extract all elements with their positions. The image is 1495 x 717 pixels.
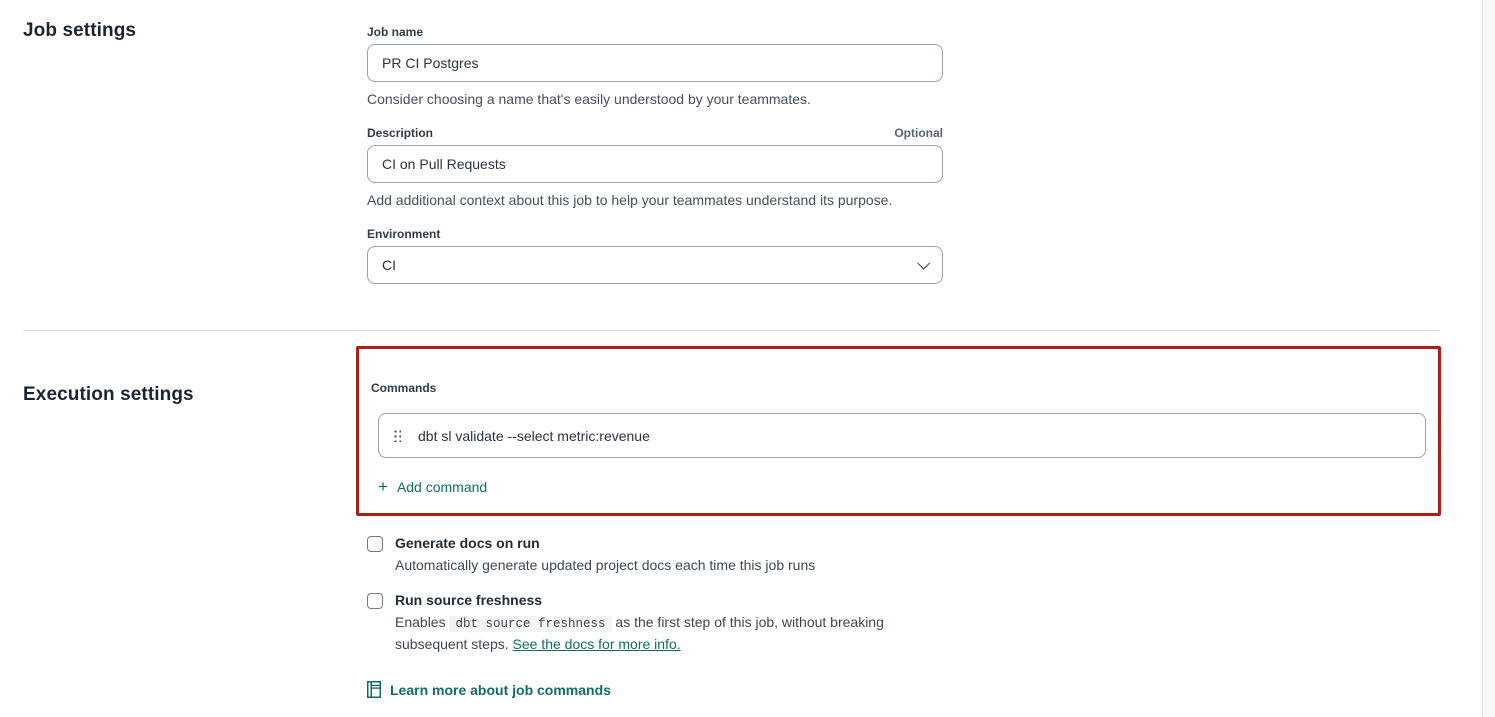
optional-badge: Optional (894, 126, 943, 140)
description-label: Description (367, 126, 434, 140)
job-settings-form (367, 20, 943, 284)
commands-label: Commands (371, 381, 437, 395)
learn-more-link[interactable] (367, 681, 611, 698)
environment-select[interactable] (367, 246, 943, 284)
execution-settings-form (367, 346, 1441, 703)
description-label-row (367, 126, 943, 140)
drag-handle-icon[interactable] (393, 429, 401, 442)
section-divider (23, 330, 1440, 331)
docs-link[interactable]: See the docs for more info. (512, 636, 681, 652)
job-settings-section (0, 0, 1482, 284)
source-freshness-checkbox[interactable] (367, 593, 383, 609)
learn-more-label: Learn more about job commands (390, 681, 611, 698)
checkbox-group (367, 535, 1441, 654)
generate-docs-checkbox[interactable] (367, 536, 383, 552)
job-name-helper: Consider choosing a name that's easily understood by your teammates. (367, 91, 811, 107)
generate-docs-label: Generate docs on run (395, 535, 540, 551)
commands-highlight-box (356, 346, 1441, 516)
environment-selected-value: CI (382, 257, 396, 273)
scrollbar-track[interactable] (1482, 0, 1495, 717)
job-settings-left-col (0, 20, 367, 42)
add-command-button[interactable] (378, 479, 487, 495)
command-value: dbt sl validate --select metric:revenue (418, 427, 650, 444)
environment-label: Environment (367, 227, 441, 241)
inline-code: dbt source freshness (449, 616, 611, 632)
add-command-label: Add command (396, 479, 488, 495)
job-name-label: Job name (367, 25, 424, 39)
source-freshness-row (367, 592, 1441, 654)
source-freshness-body (395, 592, 945, 654)
generate-docs-description: Automatically generate updated project docs each time this job runs (395, 557, 816, 573)
book-icon (367, 681, 381, 698)
execution-settings-left-col (0, 346, 367, 406)
generate-docs-body (395, 535, 815, 575)
description-helper: Add additional context about this job to help your teammates understand its purpose. (367, 192, 893, 208)
plus-icon: + (378, 477, 388, 496)
source-freshness-description (395, 612, 945, 654)
job-settings-heading: Job settings (23, 20, 137, 41)
job-name-label-row (367, 25, 943, 39)
source-freshness-desc-suffix: as the first step of this job, without breaking subsequent steps. (395, 614, 884, 652)
job-name-input[interactable] (367, 44, 943, 82)
source-freshness-desc-prefix: Enables (395, 614, 450, 630)
command-input-row[interactable] (378, 413, 1426, 458)
execution-settings-section (0, 346, 1482, 703)
execution-settings-heading: Execution settings (23, 384, 194, 405)
source-freshness-label: Run source freshness (395, 592, 543, 608)
environment-label-row (367, 227, 943, 241)
chevron-down-icon (917, 257, 930, 270)
generate-docs-row (367, 535, 1441, 575)
description-input[interactable] (367, 145, 943, 183)
